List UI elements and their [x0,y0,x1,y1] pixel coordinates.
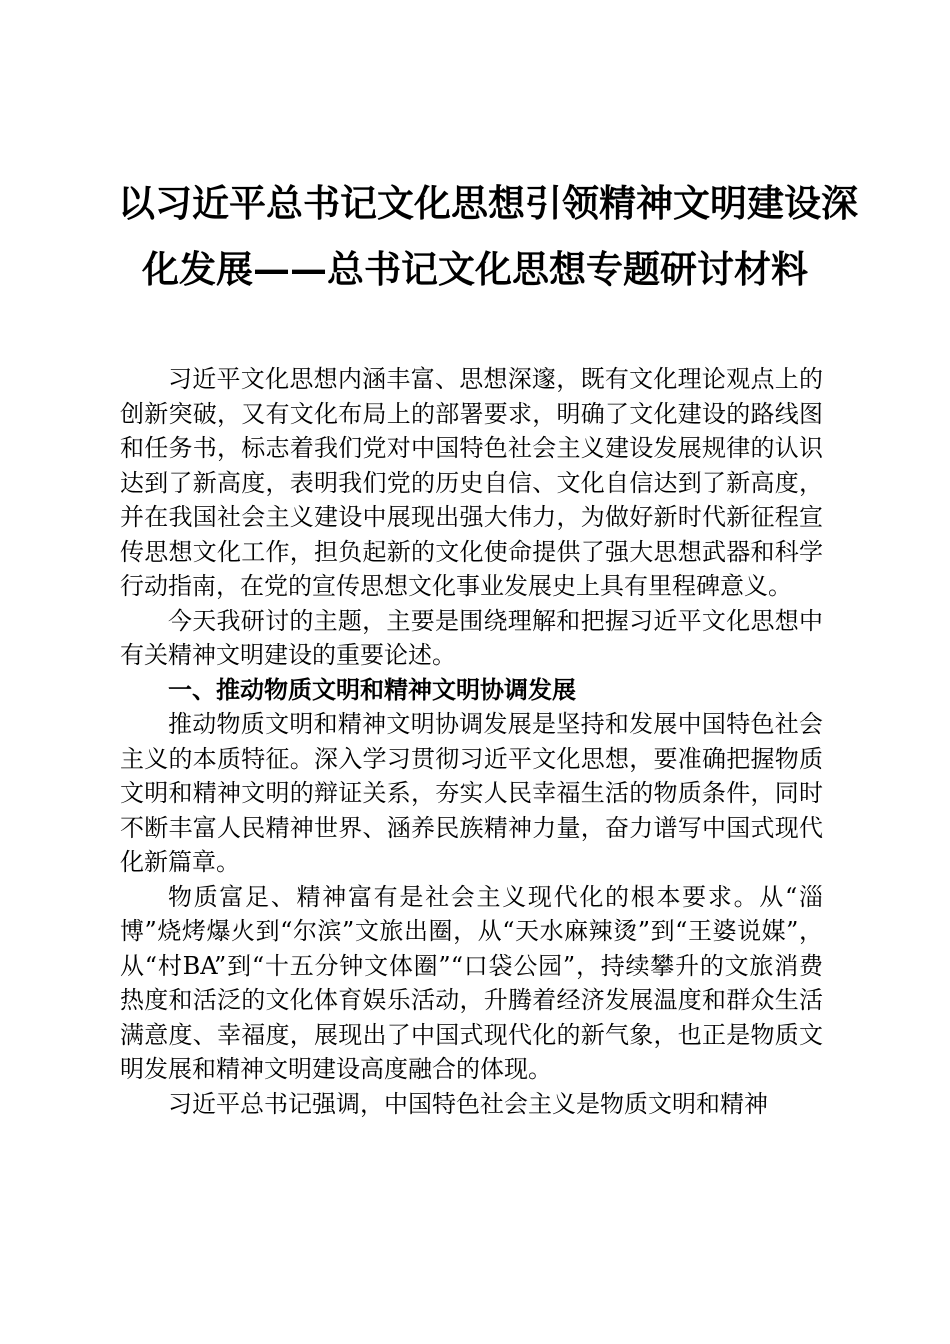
document-title [118,170,858,302]
intro-paragraph: 习近平文化思想内涵丰富、思想深邃，既有文化理论观点上的创新突破，又有文化布局上的部署要求，明确了文化建设的路线图和任务书，标志着我们党对中国特色社会主义建设发展规律的认识达到了新高度，表明我们党的历史自信、文化自信达到了新高度，并在我国社会主义建设中展现出强大伟力，为做好新时代新征程宣传思想文化工作，担负起新的文化使命提供了强大思想武器和科学行动指南，在党的宣传思想文化事业发展史上具有里程碑意义。 [120,365,823,600]
section-paragraph: 推动物质文明和精神文明协调发展是坚持和发展中国特色社会主义的本质特征。深入学习贯彻习近平文化思想，要准确把握物质文明和精神文明的辩证关系，夯实人民幸福生活的物质条件，同时不断丰富人民精神世界、涵养民族精神力量，奋力谱写中国式现代化新篇章。 [120,710,823,876]
title-line-2: 化发展——总书记文化思想专题研讨材料 [142,247,808,291]
topic-paragraph: 今天我研讨的主题，主要是围绕理解和把握习近平文化思想中有关精神文明建设的重要论述。 [120,606,823,669]
document-body [120,362,823,1121]
title-line-1: 以习近平总书记文化思想引领精神文明建设深 [118,181,858,225]
section-paragraph: 物质富足、精神富有是社会主义现代化的根本要求。从“淄博”烧烤爆火到“尔滨”文旅出圈，从“天水麻辣烫”到“王婆说媒”，从“村BA”到“十五分钟文体圈”“口袋公园”，持续攀升的文旅消费热度和活泛的文化体育娱乐活动，升腾着经济发展温度和群众生活满意度、幸福度，展现出了中国式现代化的新气象，也正是物质文明发展和精神文明建设高度融合的体现。 [120,882,823,1083]
section-heading: 一、推动物质文明和精神文明协调发展 [168,675,576,704]
section-paragraph: 习近平总书记强调，中国特色社会主义是物质文明和精神 [168,1089,768,1118]
